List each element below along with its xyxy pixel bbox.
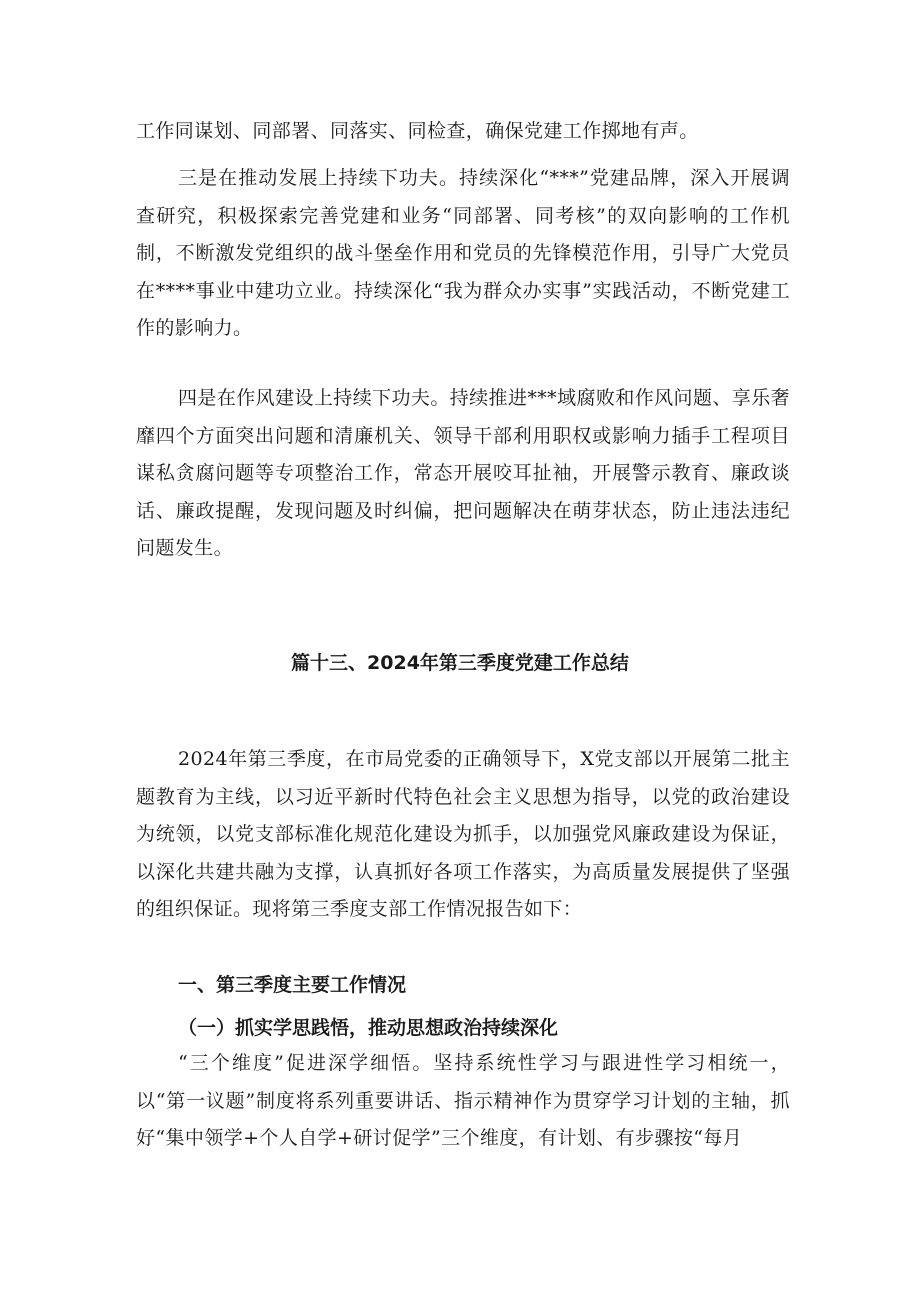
heading-level-1: 一、第三季度主要工作情况 <box>178 974 407 996</box>
paragraph-intro: 2024年第三季度，在市局党委的正确领导下，X党支部以开展第二批主题教育为主线，以习近平新时代特色社会主义思想为指导，以党的政治建设为统领，以党支部标准化规范化建设为抓手，以加强党风廉政建设为保证，以深化共建共融为支撑，认真抓好各项工作落实，为高质量发展提供了坚强的组织保证。现将第三季度支部工作情况报告如下： <box>136 748 790 920</box>
paragraph-continued: 工作同谋划、同部署、同落实、同检查，确保党建工作掷地有声。 <box>136 120 699 142</box>
paragraph-point-three: 三是在推动发展上持续下功夫。持续深化“***”党建品牌，深入开展调查研究，积极探索完善党建和业务“同部署、同考核”的双向影响的工作机制，不断激发党组织的战斗堡垒作用和党员的先锋模范作用，引导广大党员在****事业中建功立业。持续深化“我为群众办实事”实践活动，不断党建工作的影响力。 <box>136 167 790 339</box>
paragraph-point-four: 四是在作风建设上持续下功夫。持续推进***域腐败和作风问题、享乐奢靡四个方面突出问题和清廉机关、领导干部利用职权或影响力插手工程项目谋私贪腐问题等专项整治工作，常态开展咬耳扯袖，开展警示教育、廉政谈话、廉政提醒，发现问题及时纠偏，把问题解决在萌芽状态，防止违法违纪问题发生。 <box>136 387 790 559</box>
heading-level-2: （一）抓实学思践悟，推动思想政治持续深化 <box>178 1017 559 1039</box>
paragraph-three-dimensions: “三个维度”促进深学细悟。坚持系统性学习与跟进性学习相统一，以“第一议题”制度将系列重要讲话、指示精神作为贯穿学习计划的主轴，抓好“集中领学+个人自学+研讨促学”三个维度，有计划、有步骤按“每月 <box>136 1052 790 1149</box>
section-title: 篇十三、2024年第三季度党建工作总结 <box>291 652 629 674</box>
